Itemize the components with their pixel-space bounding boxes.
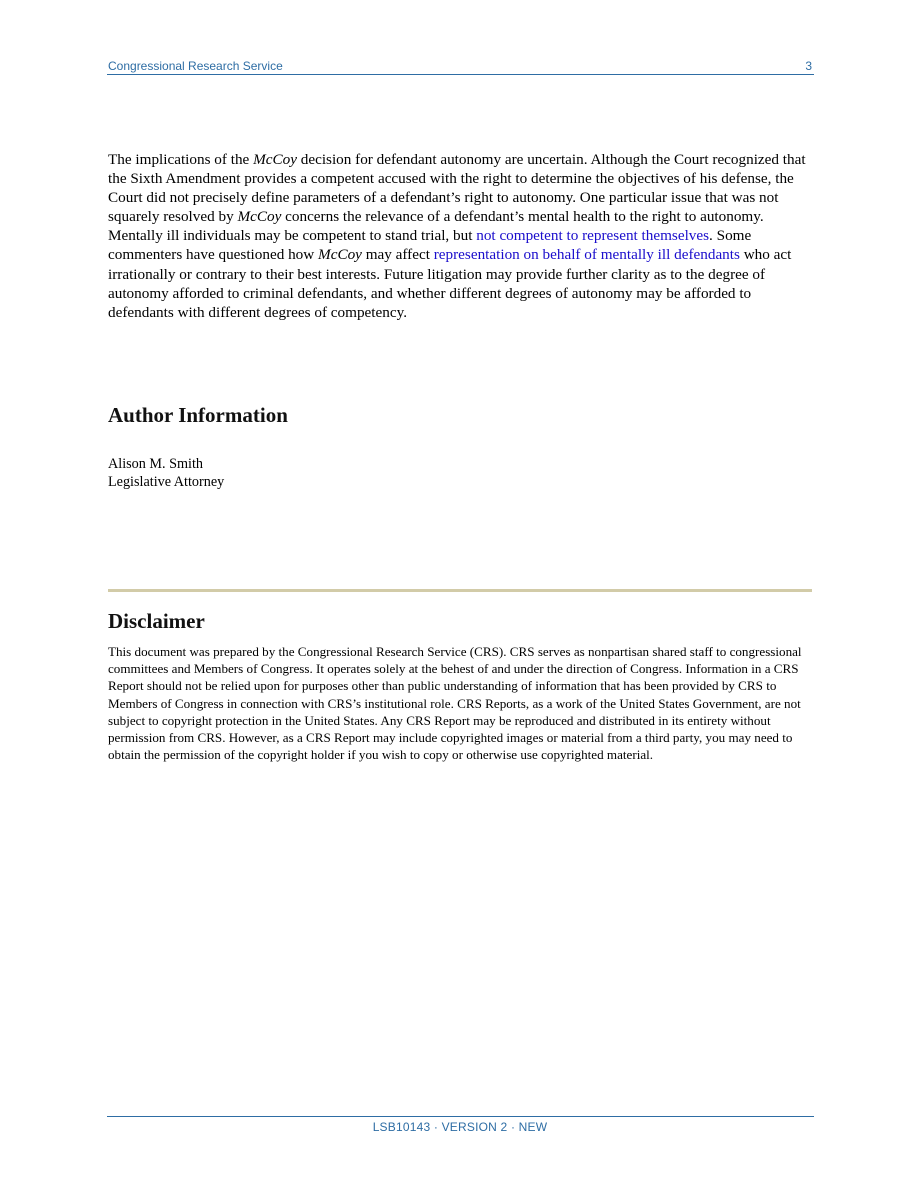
- page-header: [107, 57, 814, 75]
- body-text: The implications of the: [108, 151, 254, 168]
- disclaimer-heading: Disclaimer: [108, 609, 205, 633]
- body-paragraph: [108, 150, 808, 322]
- link-representation[interactable]: representation on behalf of mentally ill defendants: [433, 246, 740, 264]
- author-name: Alison M. Smith: [108, 456, 203, 472]
- link-not-competent[interactable]: not competent to represent themselves: [476, 227, 710, 245]
- body-text: may affect: [361, 246, 434, 264]
- author-block: [108, 455, 224, 491]
- body-text: . Some commenters have questioned how: [108, 227, 752, 264]
- page-number: 3: [805, 59, 812, 73]
- footer-report-id: LSB10143 · VERSION 2 · NEW: [372, 1120, 548, 1134]
- author-title: Legislative Attorney: [108, 474, 225, 490]
- case-name: McCoy: [237, 208, 282, 226]
- body-text: concerns the relevance of a defendant’s mental health to the right to autonomy. Mentally ill individuals may be competent to stand trial, but: [108, 208, 764, 245]
- author-information-heading: Author Information: [108, 403, 288, 427]
- section-divider: [108, 589, 812, 592]
- disclaimer-text: This document was prepared by the Congressional Research Service (CRS). CRS serves as nonpartisan shared staff to congressional committees and Members of Congress. It operates solely at the behest of and under the direction of Congress. Information in a CRS Report should not be relied upon for purposes other than public understanding of information that has been provided by CRS to Members of Congress in connection with CRS’s institutional role. CRS Reports, as a work of the United States Government, are not subject to copyright protection in the United States. Any CRS Report may be reproduced and distributed in its entirety without permission from CRS. However, as a CRS Report may include copyrighted images or material from a third party, you may need to obtain the permission of the copyright holder if you wish to copy or otherwise use copyrighted material.: [108, 644, 802, 763]
- footer-divider: [107, 1116, 814, 1117]
- case-name: McCoy: [253, 151, 297, 168]
- case-name: McCoy: [318, 246, 362, 264]
- body-text: who act irrationally or contrary to their best interests. Future litigation may provide further clarity as to the degree of autonomy afforded to criminal defendants, and whether different degrees of autonomy may be afforded to defendants with different degrees of competency.: [108, 246, 792, 321]
- body-text: decision for defendant autonomy are uncertain. Although the Court recognized that the Sixth Amendment provides a competent accused with the right to determine the objectives of his defense, the Court did not precisely define parameters of a defendant’s right to autonomy. One particular issue that was not squarely resolved by: [108, 151, 806, 226]
- header-org-name: Congressional Research Service: [108, 59, 283, 73]
